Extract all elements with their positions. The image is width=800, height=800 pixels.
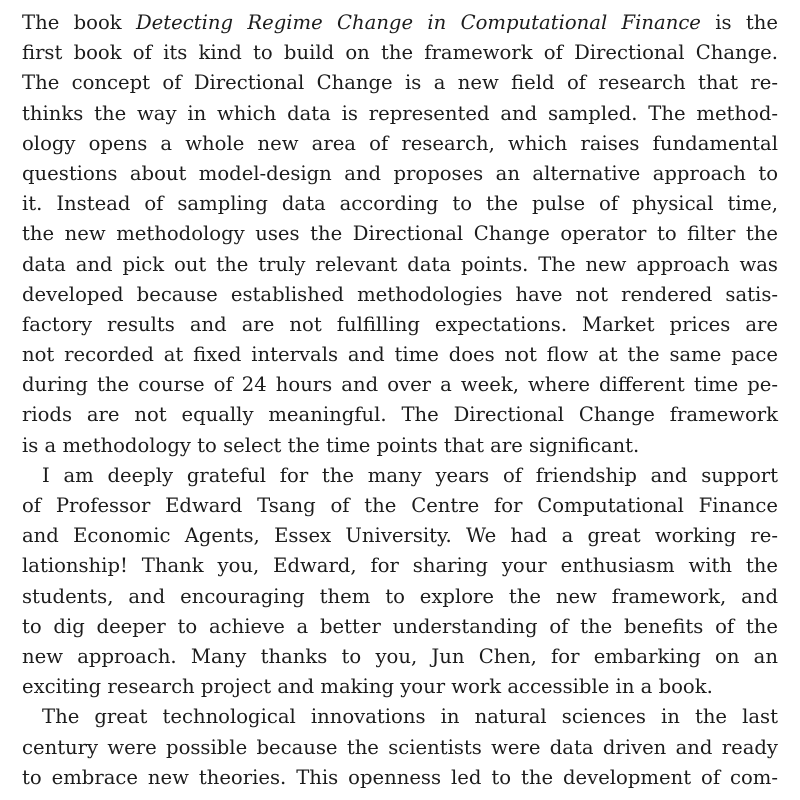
text-line: lationship! Thank you, Edward, for sharing your enthusiasm with the	[22, 554, 778, 578]
text-line: first book of its kind to build on the framework of Directional Change.	[22, 41, 778, 65]
text-line: century were possible because the scientists were data driven and ready	[22, 735, 778, 759]
paragraph-innovations	[22, 702, 778, 793]
document-page	[22, 8, 778, 793]
text-line: of Professor Edward Tsang of the Centre for Computational Finance	[22, 494, 778, 517]
text-line: exciting research project and making your work accessible in a book.	[22, 675, 713, 699]
text-line: The great technological innovations in natural sciences in the last	[42, 705, 778, 729]
text-line: thinks the way in which data is represented and sampled. The method-	[22, 101, 778, 125]
text-line: not recorded at fixed intervals and time does not flow at the same pace	[22, 343, 778, 367]
text-line: students, and encouraging them to explore the new framework, and	[22, 584, 778, 608]
text-line: factory results and are not fulfilling expectations. Market prices are	[22, 312, 778, 336]
text-line: data and pick out the truly relevant data points. The new approach was	[22, 252, 778, 276]
book-title: Detecting Regime Change in Computational Finance	[135, 11, 701, 34]
text-line: riods are not equally meaningful. The Directional Change framework	[22, 403, 778, 427]
paragraph-book-introduction	[22, 8, 778, 461]
text-line: during the course of 24 hours and over a week, where different time pe-	[22, 373, 778, 397]
text-line: is a methodology to select the time points that are significant.	[22, 433, 640, 457]
text-line: questions about model-design and proposes an alternative approach to	[22, 161, 778, 185]
text-line: The book Detecting Regime Change in Computational Finance is the	[22, 11, 779, 34]
text-line: to dig deeper to achieve a better understanding of the benefits of the	[22, 614, 778, 638]
text-line: the new methodology uses the Directional Change operator to filter the	[22, 222, 778, 246]
paragraph-acknowledgement	[22, 461, 778, 703]
text-line: new approach. Many thanks to you, Jun Chen, for embarking on an	[22, 644, 778, 668]
text-line: to embrace new theories. This openness led to the development of com-	[22, 765, 778, 789]
text-line: The concept of Directional Change is a new field of research that re-	[22, 71, 778, 95]
text-line: and Economic Agents, Essex University. We had a great working re-	[22, 524, 778, 548]
text-line: it. Instead of sampling data according to the pulse of physical time,	[22, 192, 778, 216]
text-line: developed because established methodologies have not rendered satis-	[22, 282, 778, 306]
text-line: ology opens a whole new area of research, which raises fundamental	[22, 131, 778, 155]
text-line: I am deeply grateful for the many years of friendship and support	[42, 463, 778, 487]
